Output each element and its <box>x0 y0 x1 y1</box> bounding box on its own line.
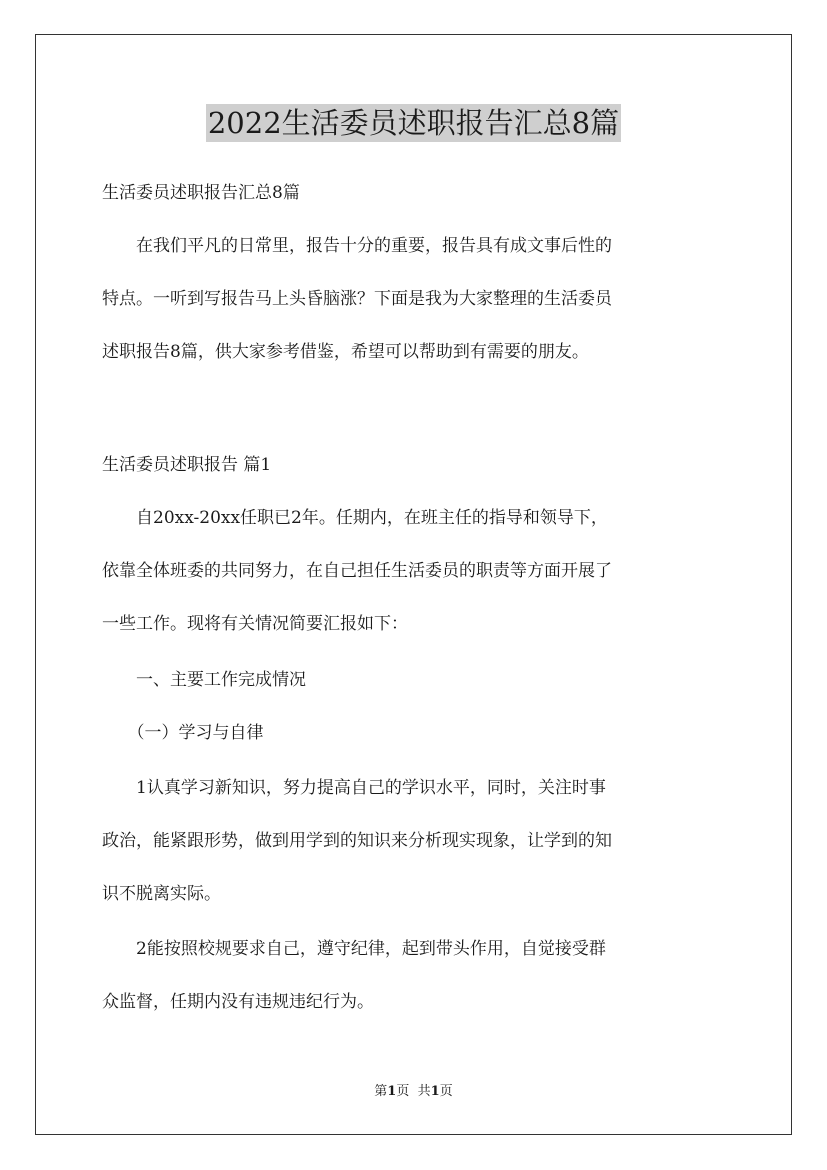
paragraph-line: 1认真学习新知识，努力提高自己的学识水平，同时，关注时事 <box>102 778 606 798</box>
page-number: 1 <box>387 1084 397 1099</box>
page-total: 1 <box>430 1084 440 1099</box>
footer-total-suffix: 页 <box>439 1084 453 1099</box>
intro-line: 述职报告8篇，供大家参考借鉴，希望可以帮助到有需要的朋友。 <box>102 342 589 362</box>
intro-paragraph <box>102 220 727 379</box>
paragraph-line: 一些工作。现将有关情况简要汇报如下： <box>102 614 408 634</box>
paragraph-line: 政治，能紧跟形势，做到用学到的知识来分析现实现象，让学到的知 <box>102 831 612 851</box>
footer-separator: 共 <box>417 1084 431 1099</box>
footer-page-suffix: 页 <box>396 1084 410 1099</box>
intro-line: 在我们平凡的日常里，报告十分的重要，报告具有成文事后性的 <box>102 236 612 256</box>
document-subtitle: 生活委员述职报告汇总8篇 <box>102 183 300 203</box>
paragraph-line: 识不脱离实际。 <box>102 884 221 904</box>
page-footer <box>0 1083 827 1101</box>
intro-line: 特点。一听到写报告马上头昏脑涨？下面是我为大家整理的生活委员 <box>102 289 612 309</box>
paragraph-line: 自20xx-20xx任职已2年。任期内，在班主任的指导和领导下， <box>102 508 608 528</box>
list-item-2 <box>102 923 727 1029</box>
paragraph-line: 众监督，任期内没有违规违纪行为。 <box>102 992 374 1012</box>
footer-prefix: 第 <box>374 1084 388 1099</box>
paragraph-line: 2能按照校规要求自己，遵守纪律，起到带头作用，自觉接受群 <box>102 939 606 959</box>
section-heading: 生活委员述职报告 篇1 <box>102 455 272 475</box>
subheading-main-work: 一、主要工作完成情况 <box>102 670 306 690</box>
subheading-study: （一）学习与自律 <box>102 723 264 743</box>
list-item-1 <box>102 762 727 921</box>
document-title-text: 2022生活委员述职报告汇总8篇 <box>207 106 620 140</box>
body-paragraph-1 <box>102 492 727 651</box>
paragraph-line: 依靠全体班委的共同努力，在自己担任生活委员的职责等方面开展了 <box>102 561 612 581</box>
document-title <box>0 103 827 142</box>
